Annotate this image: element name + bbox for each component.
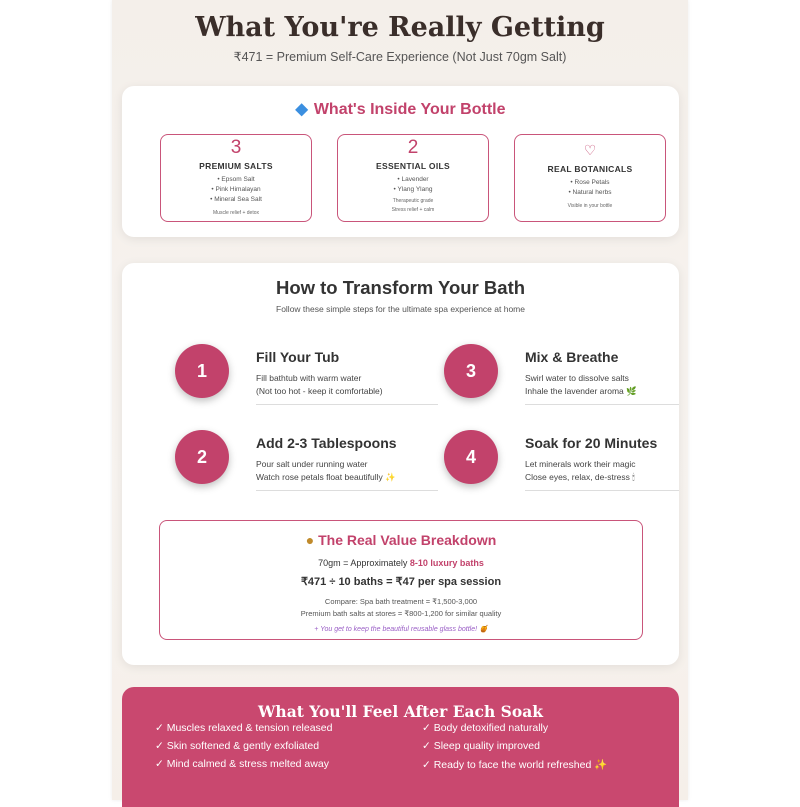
ingredient-list bbox=[161, 175, 311, 205]
step-line: Swirl water to dissolve salts bbox=[525, 373, 629, 383]
ingredient-count: 2 bbox=[407, 137, 419, 158]
ingredient-note: Stress relief + calm bbox=[391, 207, 435, 213]
ingredient-list bbox=[515, 178, 665, 198]
step-description bbox=[525, 458, 679, 484]
ingredient-card-salts bbox=[160, 134, 312, 222]
list-item: • Ylang Ylang bbox=[393, 186, 433, 193]
value-breakdown-box bbox=[159, 520, 643, 640]
step-line: Pour salt under running water bbox=[256, 459, 368, 469]
list-item: • Mineral Sea Salt bbox=[210, 196, 262, 203]
step-number-4: 4 bbox=[444, 430, 498, 484]
list-item: • Rose Petals bbox=[570, 179, 610, 186]
step-title: Fill Your Tub bbox=[256, 349, 340, 365]
steps-title: How to Transform Your Bath bbox=[275, 277, 526, 298]
benefit-item: ✓ Skin softened & gently exfoliated bbox=[155, 740, 320, 752]
inside-card bbox=[122, 86, 679, 237]
value-comparison bbox=[160, 596, 642, 620]
benefit-item: ✓ Muscles relaxed & tension released bbox=[155, 722, 333, 734]
list-item: • Epsom Salt bbox=[217, 176, 255, 183]
step-title: Mix & Breathe bbox=[525, 349, 619, 365]
step-line: Watch rose petals float beautifully ✨ bbox=[256, 472, 396, 482]
heart-icon: ♡ bbox=[583, 142, 597, 158]
step-title: Add 2-3 Tablespoons bbox=[256, 435, 397, 451]
step-line: Inhale the lavender aroma 🌿 bbox=[525, 386, 637, 396]
steps-subtitle: Follow these simple steps for the ultimate spa experience at home bbox=[276, 304, 525, 314]
ingredient-card-oils bbox=[337, 134, 489, 222]
page-subtitle: ₹471 = Premium Self-Care Experience (Not Just 70gm Salt) bbox=[233, 50, 567, 64]
value-bonus-note: + You get to keep the beautiful reusable glass bottle! 🍯 bbox=[314, 626, 488, 633]
inside-title: What's Inside Your Bottle bbox=[313, 101, 506, 118]
value-text: 70gm = Approximately bbox=[318, 558, 410, 568]
step-description bbox=[256, 372, 438, 398]
comparison-line: Premium bath salts at stores = ₹800-1,200 for similar quality bbox=[300, 609, 502, 618]
value-highlight: 8-10 luxury baths bbox=[409, 558, 484, 568]
gem-icon: ◆ bbox=[295, 101, 308, 118]
ingredient-name: ESSENTIAL OILS bbox=[376, 161, 450, 171]
step-line: Close eyes, relax, de-stress 🕯 bbox=[525, 472, 635, 482]
step-3 bbox=[525, 349, 679, 405]
list-item: • Lavender bbox=[397, 176, 429, 183]
list-item: • Pink Himalayan bbox=[211, 186, 261, 193]
ingredient-name: REAL BOTANICALS bbox=[547, 164, 633, 174]
page bbox=[112, 0, 688, 800]
money-bag-icon: ● bbox=[305, 532, 315, 548]
ingredient-note: Visible in your bottle bbox=[567, 203, 613, 209]
benefit-item: ✓ Ready to face the world refreshed ✨ bbox=[422, 759, 608, 771]
steps-card bbox=[122, 263, 679, 665]
step-4 bbox=[525, 435, 679, 491]
step-number-1: 1 bbox=[175, 344, 229, 398]
step-line: Fill bathtub with warm water bbox=[256, 373, 362, 383]
inside-heading bbox=[122, 99, 679, 119]
ingredient-note: Therapeutic grade bbox=[392, 198, 434, 204]
page-title: What You're Really Getting bbox=[195, 12, 605, 43]
ingredient-note: Muscle relief + detox bbox=[213, 210, 259, 216]
value-line-per-session: ₹471 ÷ 10 baths = ₹47 per spa session bbox=[300, 576, 502, 588]
step-number-2: 2 bbox=[175, 430, 229, 484]
benefits-title: What You'll Feel After Each Soak bbox=[258, 702, 543, 721]
step-title: Soak for 20 Minutes bbox=[525, 435, 658, 451]
value-heading bbox=[160, 532, 642, 548]
benefits-banner bbox=[122, 687, 679, 807]
ingredient-count: 3 bbox=[230, 137, 242, 158]
benefit-item: ✓ Sleep quality improved bbox=[422, 740, 540, 752]
step-1 bbox=[256, 349, 438, 405]
benefit-item: ✓ Body detoxified naturally bbox=[422, 722, 549, 734]
step-description bbox=[256, 458, 438, 484]
step-2 bbox=[256, 435, 438, 491]
step-description bbox=[525, 372, 679, 398]
value-title: The Real Value Breakdown bbox=[318, 532, 497, 548]
step-number-3: 3 bbox=[444, 344, 498, 398]
ingredient-list bbox=[338, 175, 488, 195]
benefit-item: ✓ Mind calmed & stress melted away bbox=[155, 758, 329, 770]
comparison-line: Compare: Spa bath treatment = ₹1,500-3,000 bbox=[324, 597, 478, 606]
ingredient-card-botanicals bbox=[514, 134, 666, 222]
ingredient-name: PREMIUM SALTS bbox=[199, 161, 273, 171]
list-item: • Natural herbs bbox=[568, 189, 612, 196]
step-line: Let minerals work their magic bbox=[525, 459, 636, 469]
step-line: (Not too hot - keep it comfortable) bbox=[256, 386, 383, 396]
value-line-baths bbox=[160, 558, 642, 568]
